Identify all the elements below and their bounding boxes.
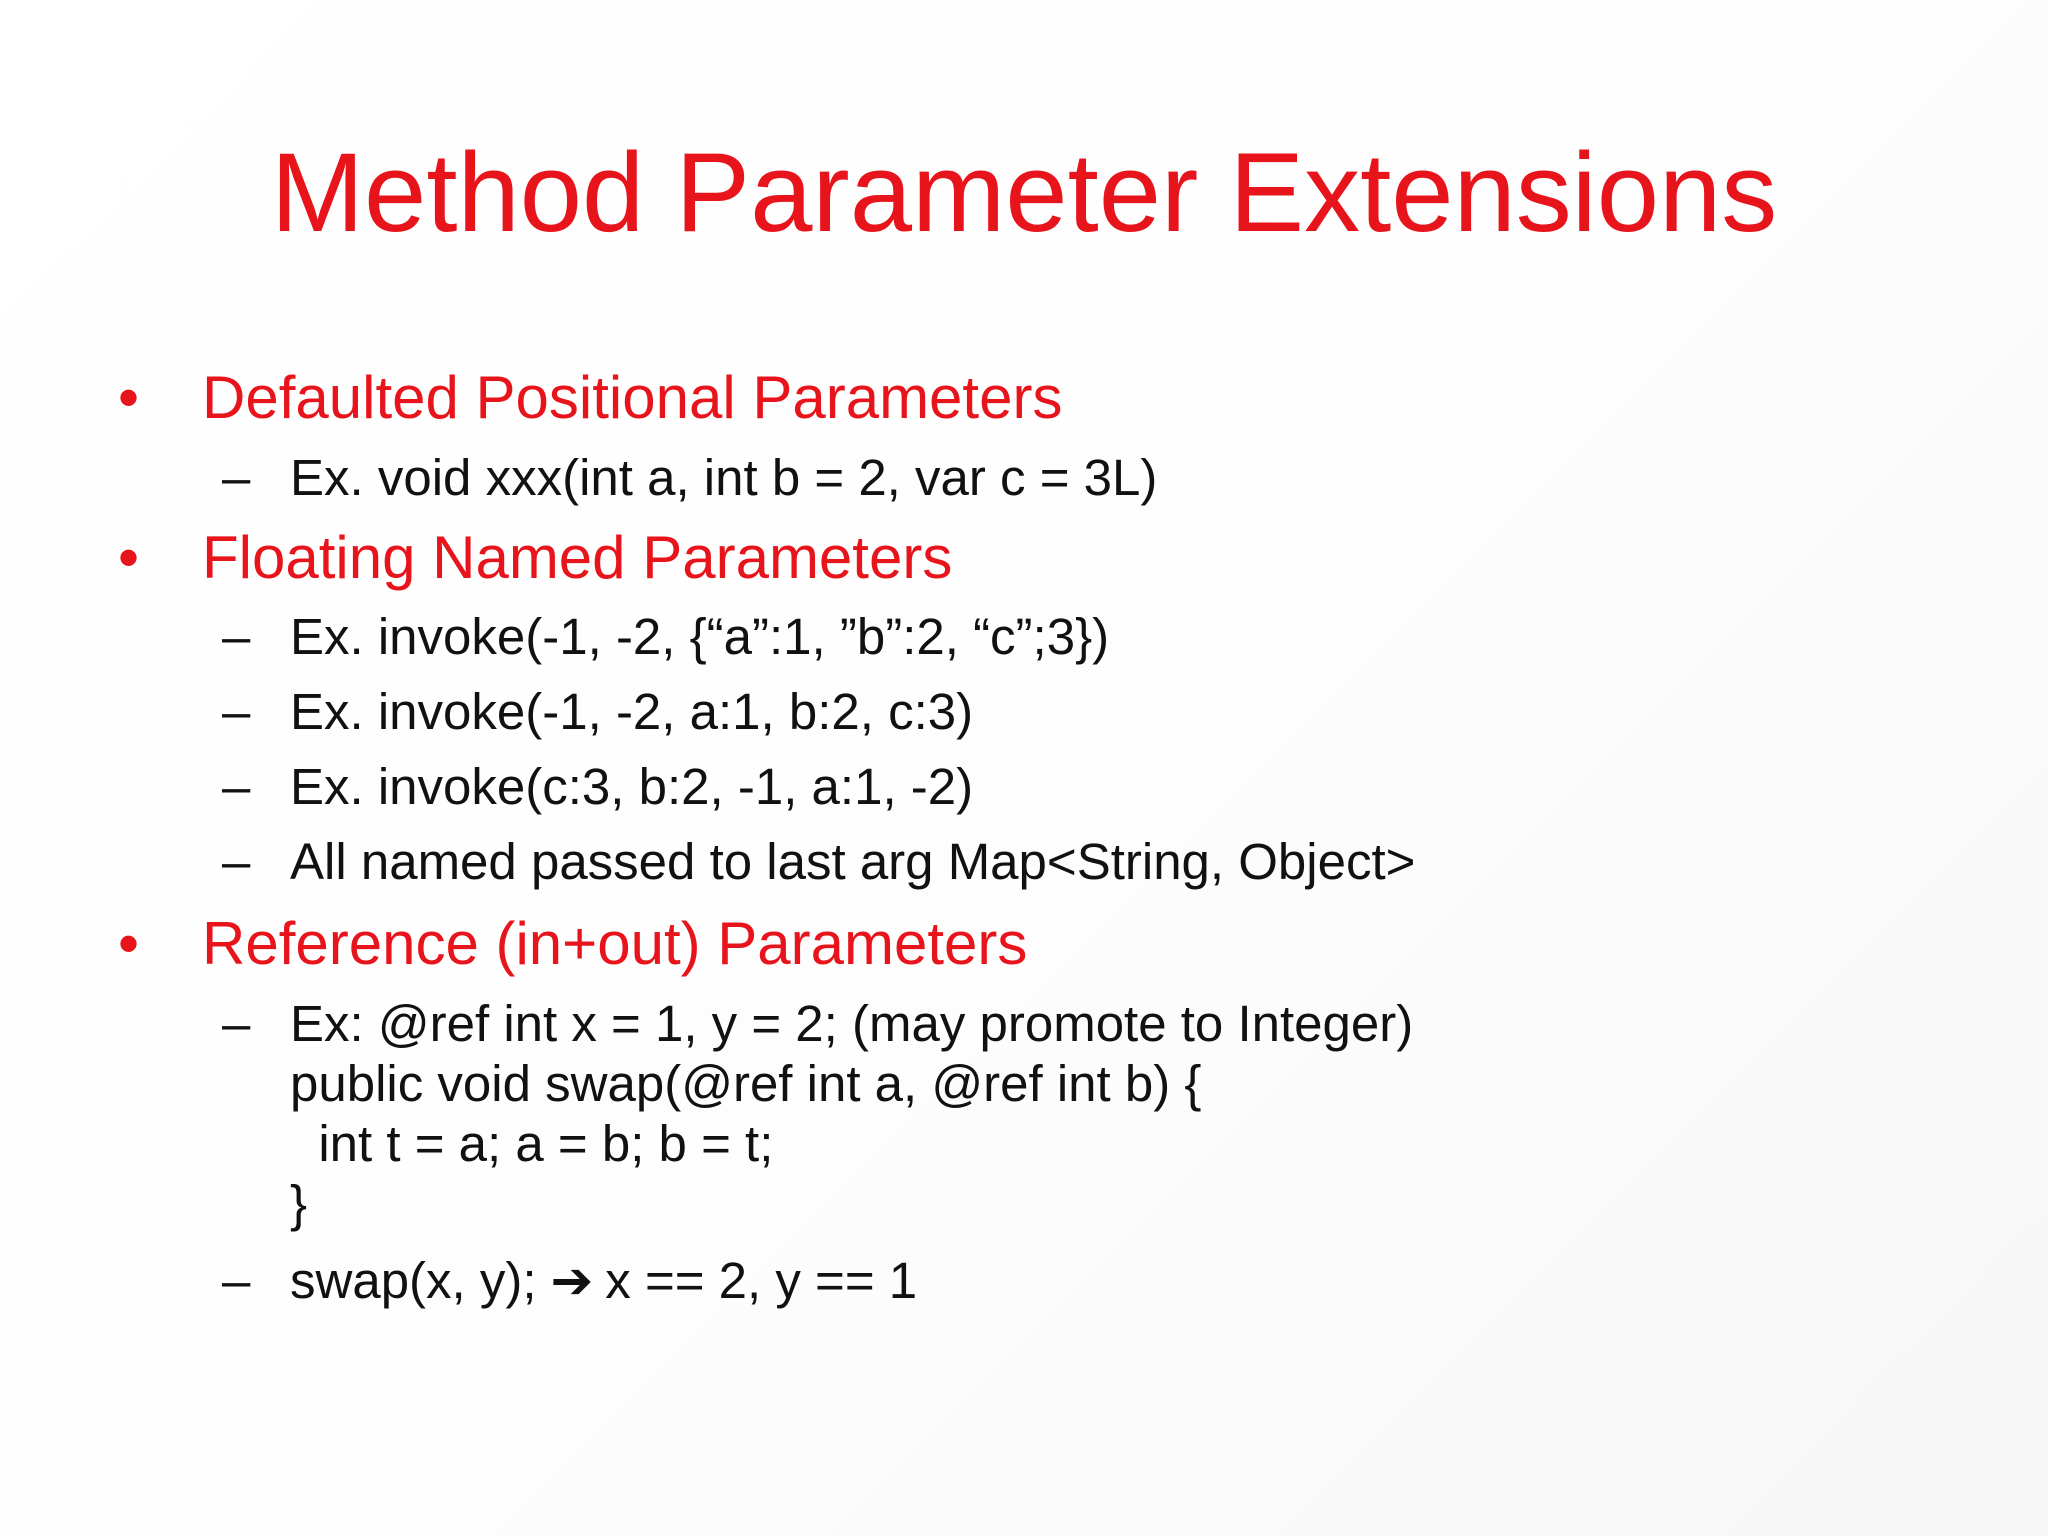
sub-item-text: Ex. invoke(-1, -2, a:1, b:2, c:3): [290, 683, 974, 740]
dash-icon: –: [222, 833, 251, 890]
sub-item-swap-result: [290, 1250, 917, 1312]
bullet-label: Defaulted Positional Parameters: [202, 364, 1063, 431]
dash-icon: –: [222, 608, 251, 665]
slide-title: Method Parameter Extensions: [270, 130, 1778, 255]
sub-item-text: All named passed to last arg Map<String, Object>: [290, 833, 1416, 890]
code-line: int t = a; a = b; b = t;: [290, 1115, 774, 1172]
bullet-label: Reference (in+out) Parameters: [202, 910, 1028, 977]
dash-icon: –: [222, 683, 251, 740]
dash-icon: –: [222, 995, 251, 1052]
code-line: public void swap(@ref int a, @ref int b) {: [290, 1055, 1202, 1112]
sub-item-text: Ex. invoke(-1, -2, {“a”:1, ”b”:2, “c”;3}): [290, 608, 1110, 665]
sub-item-text: swap(x, y);: [290, 1252, 537, 1309]
bullet-dot: •: [118, 364, 140, 431]
right-arrow-icon: ➔: [550, 1252, 594, 1309]
dash-icon: –: [222, 1252, 251, 1309]
dash-icon: –: [222, 449, 251, 506]
bullet-dot: •: [118, 524, 140, 591]
sub-item-text: Ex: @ref int x = 1, y = 2; (may promote to Integer): [290, 995, 1414, 1052]
dash-icon: –: [222, 758, 251, 815]
bullet-label: Floating Named Parameters: [202, 524, 953, 591]
sub-item-text: Ex. invoke(c:3, b:2, -1, a:1, -2): [290, 758, 974, 815]
sub-item-text: Ex. void xxx(int a, int b = 2, var c = 3L): [290, 449, 1158, 506]
bullet-dot: •: [118, 910, 140, 977]
code-line: }: [290, 1175, 308, 1232]
result-text: x == 2, y == 1: [605, 1252, 918, 1309]
